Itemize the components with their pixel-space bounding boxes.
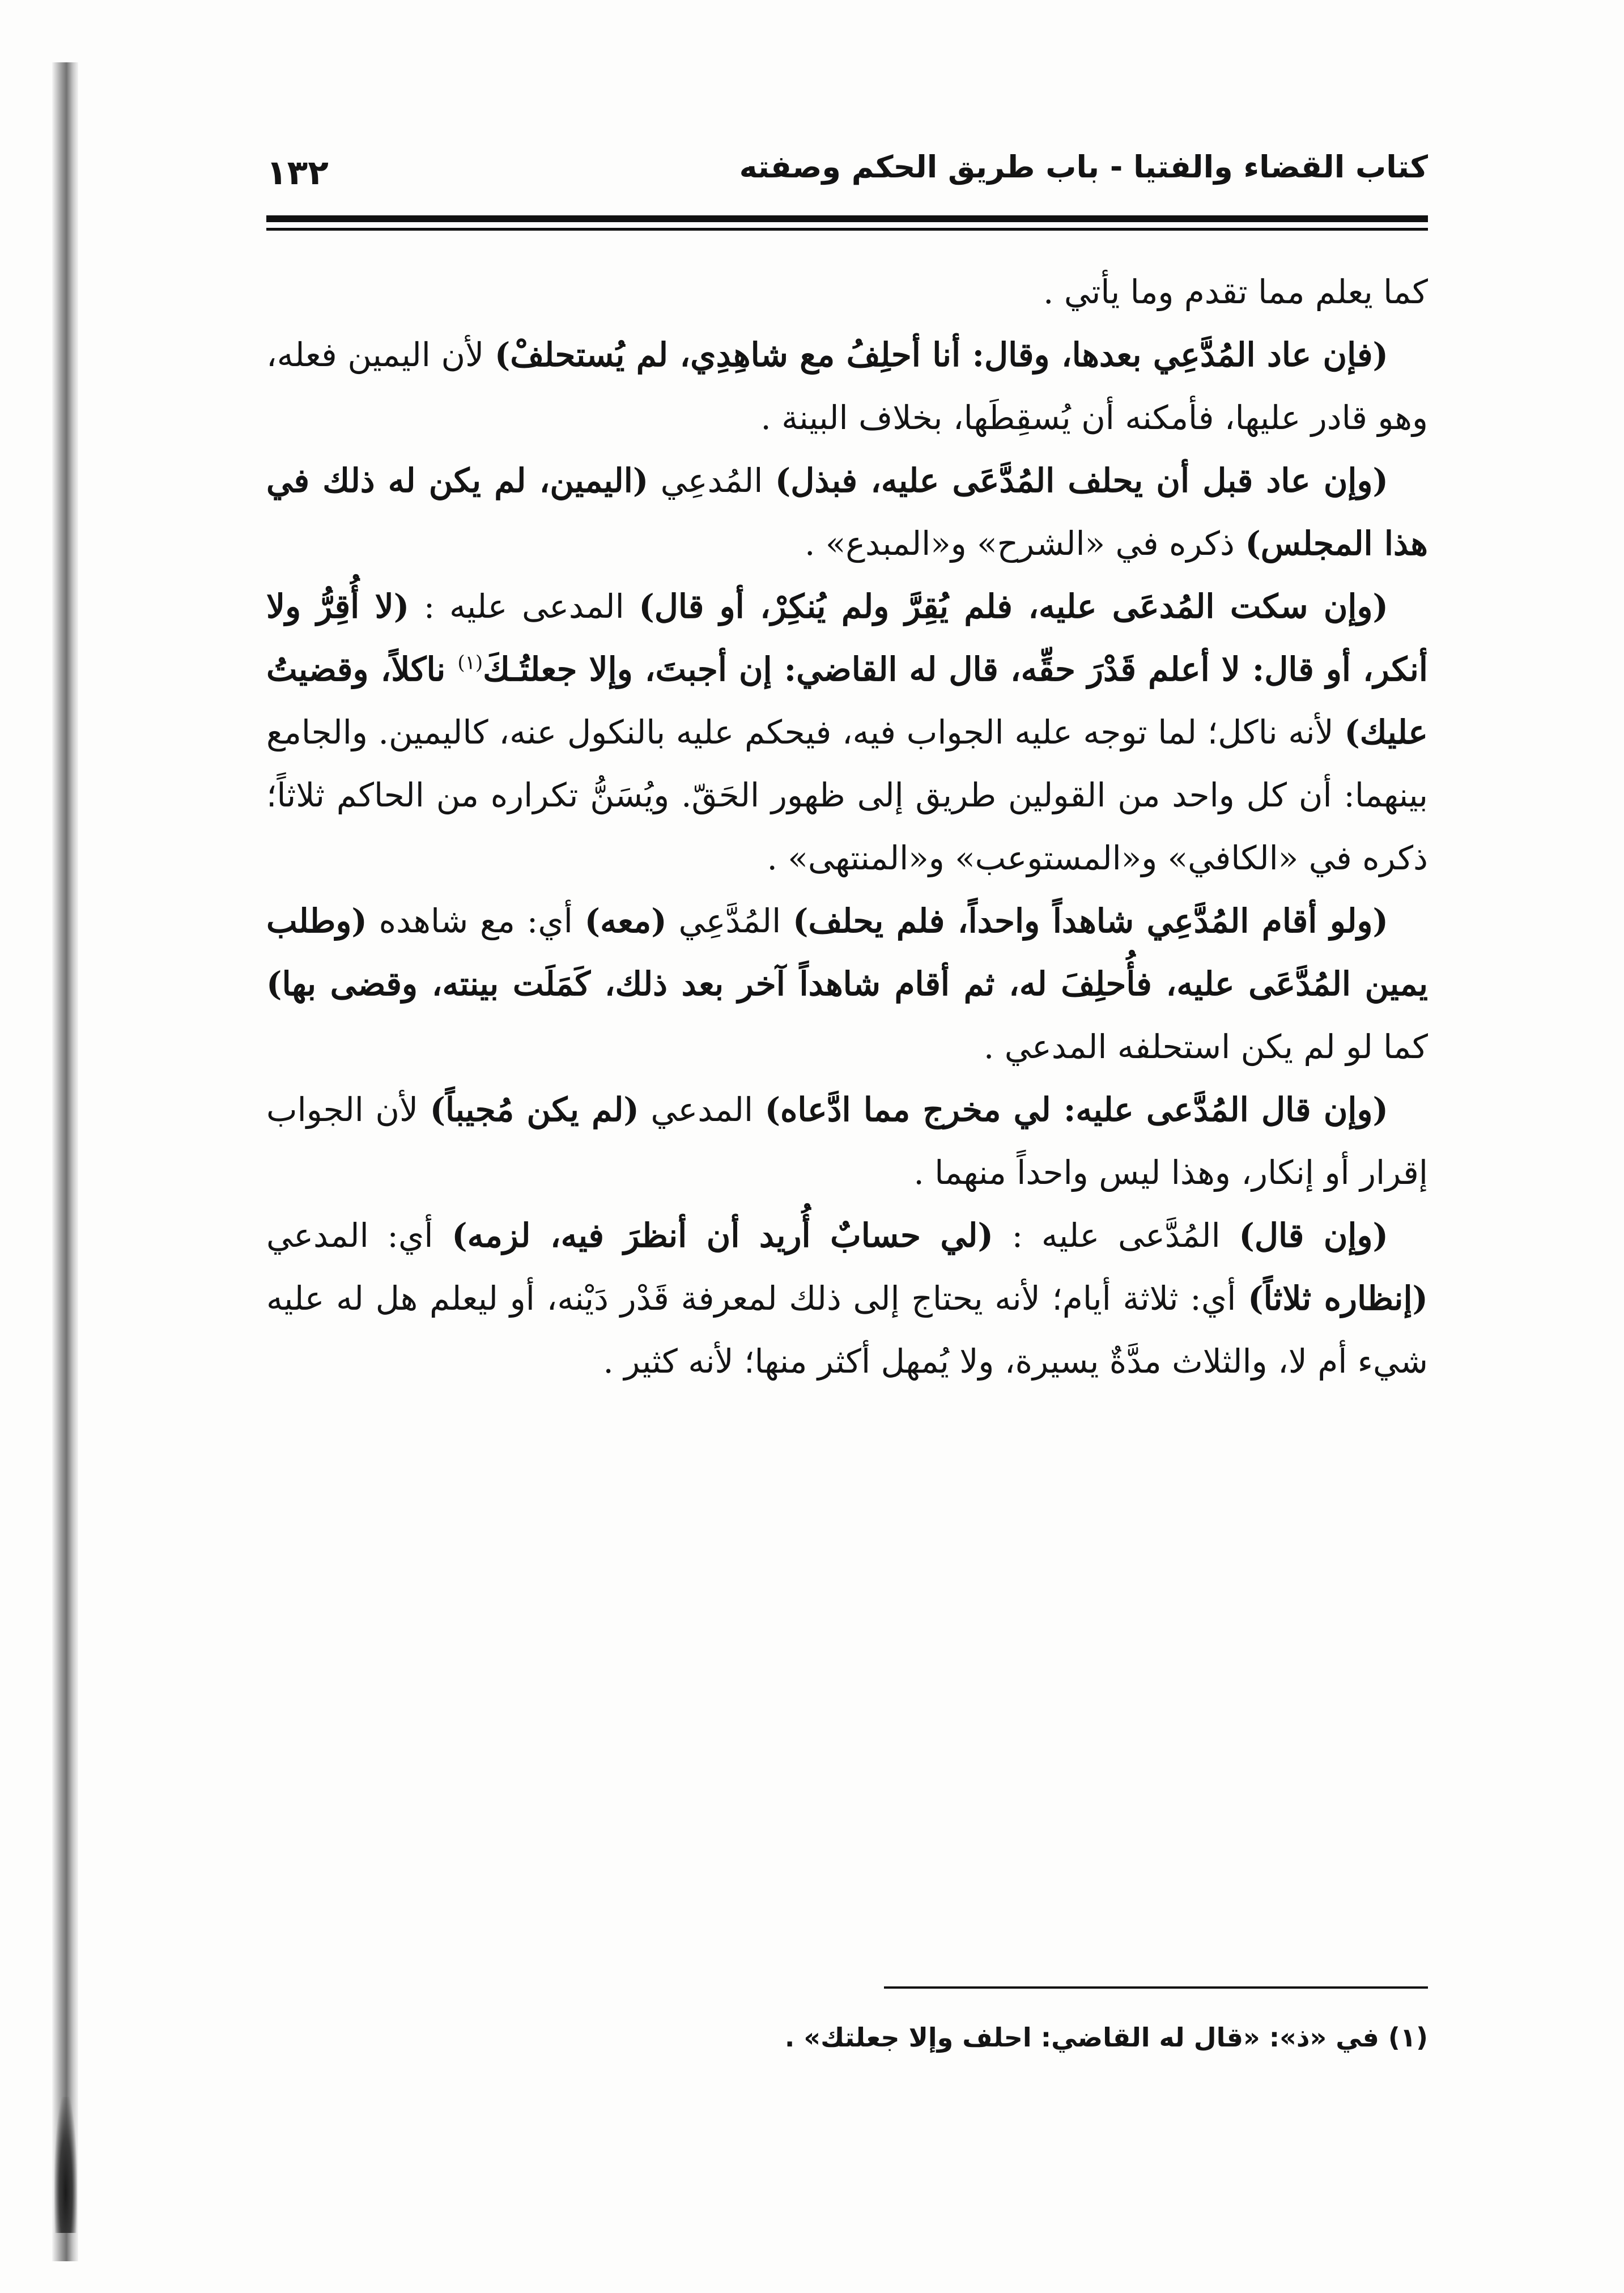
commentary-text: لأن اليمين فعله، وهو قادر عليها، فأمكنه أن يُسقِطَها، بخلاف البينة . (266, 336, 1428, 437)
matn-text: (لي حسابٌ أُريد أن أنظرَ فيه، لزمه) (452, 1216, 993, 1255)
paragraph-5 (266, 890, 1428, 1078)
matn-text: (اليمين، لم يكن له ذلك في هذا المجلس) (266, 461, 1428, 563)
main-text (266, 261, 1428, 1393)
commentary-text: أي: ثلاثة أيام؛ لأنه يحتاج إلى ذلك لمعرفة قَدْر دَيْنه، أو ليعلم هل له عليه شيء أم لا، والثلاث مدَّةٌ يسيرة، ولا يُمهل أكثر منها؛ لأنه كثير . (266, 1279, 1428, 1381)
matn-text: (إنظاره ثلاثاً) (1248, 1279, 1429, 1318)
paragraph-1 (266, 261, 1428, 324)
commentary-text: لأن الجواب إقرار أو إنكار، وهذا ليس واحداً منهما . (266, 1090, 1428, 1192)
matn-text: (معه) (584, 902, 667, 940)
page-number: ١٣٢ (266, 153, 329, 193)
paragraph-2 (266, 324, 1428, 449)
commentary-text: المُدعِي (648, 461, 775, 500)
header-rule-thin (266, 228, 1428, 231)
matn-text: (فإن عاد المُدَّعِي بعدها، وقال: أنا أحلِفُ مع شاهِدِي، لم يُستحلفْ) (494, 336, 1388, 374)
header-rule-thick (266, 215, 1428, 222)
matn-text: (وإن قال) (1239, 1216, 1388, 1255)
matn-text: (لم يكن مُجيباً) (430, 1090, 639, 1129)
footnote-1: (١) في «ذ»: «قال له القاضي: احلف وإلا جعلتك» . (784, 2022, 1428, 2053)
commentary-text: المُدَّعِي (666, 902, 793, 940)
matn-text: (وإن عاد قبل أن يحلف المُدَّعَى عليه، فبذل) (775, 461, 1388, 500)
commentary-text: كما لو لم يكن استحلفه المدعي . (983, 1027, 1428, 1066)
binding-shadow (52, 62, 78, 2261)
paragraph-4 (266, 575, 1428, 890)
commentary-text: المُدَّعى عليه : (993, 1216, 1239, 1255)
matn-text: (وإن سكت المُدعَى عليه، فلم يُقِرَّ ولم يُنكِرْ، أو قال) (639, 587, 1388, 626)
paragraph-6 (266, 1078, 1428, 1204)
commentary-text: ذكره في «الشرح» و«المبدع» . (805, 524, 1245, 563)
commentary-text: المدعي (639, 1090, 765, 1129)
page-header (266, 145, 1428, 213)
binding-mark (54, 2097, 77, 2233)
footnote-separator (884, 1986, 1428, 1989)
text-run: كما يعلم مما تقدم وما يأتي . (1043, 273, 1428, 311)
footnote-reference[interactable]: (١) (457, 651, 483, 674)
matn-text: ناكلاً، وقضيتُ عليك) (266, 650, 1428, 751)
running-title: كتاب القضاء والفتيا - باب طريق الحكم وصفته (739, 149, 1428, 185)
commentary-text: المدعى عليه : (409, 587, 639, 626)
matn-text: (لا أُقِرُّ ولا أنكر، أو قال: لا أعلم قَدْرَ حقِّه، قال له القاضي: إن أجبتَ، وإلا جعلتُـكَ (266, 587, 1429, 689)
matn-text: (وطلب يمين المُدَّعَى عليه، فأُحلِفَ له، ثم أقام شاهداً آخر بعد ذلك، كَمَلَت بينته، وقضى بها) (266, 902, 1428, 1003)
commentary-text: أي: مع شاهده (367, 902, 585, 940)
commentary-text: أي: المدعي (266, 1216, 452, 1255)
commentary-text: لأنه ناكل؛ لما توجه عليه الجواب فيه، فيحكم عليه بالنكول عنه، كاليمين. والجامع بينهما: أن كل واحد من القولين طريق إلى ظهور الحَقّ. ويُسَنُّ تكراره من الحاكم ثلاثاً؛ ذكره في «الكافي» و«المستوعب» و«المنتهى» . (266, 713, 1428, 877)
matn-text: (ولو أقام المُدَّعِي شاهداً واحداً، فلم يحلف) (793, 902, 1388, 940)
paragraph-7 (266, 1204, 1428, 1393)
paragraph-3 (266, 449, 1428, 575)
matn-text: (وإن قال المُدَّعى عليه: لي مخرج مما ادَّعاه) (764, 1090, 1388, 1129)
